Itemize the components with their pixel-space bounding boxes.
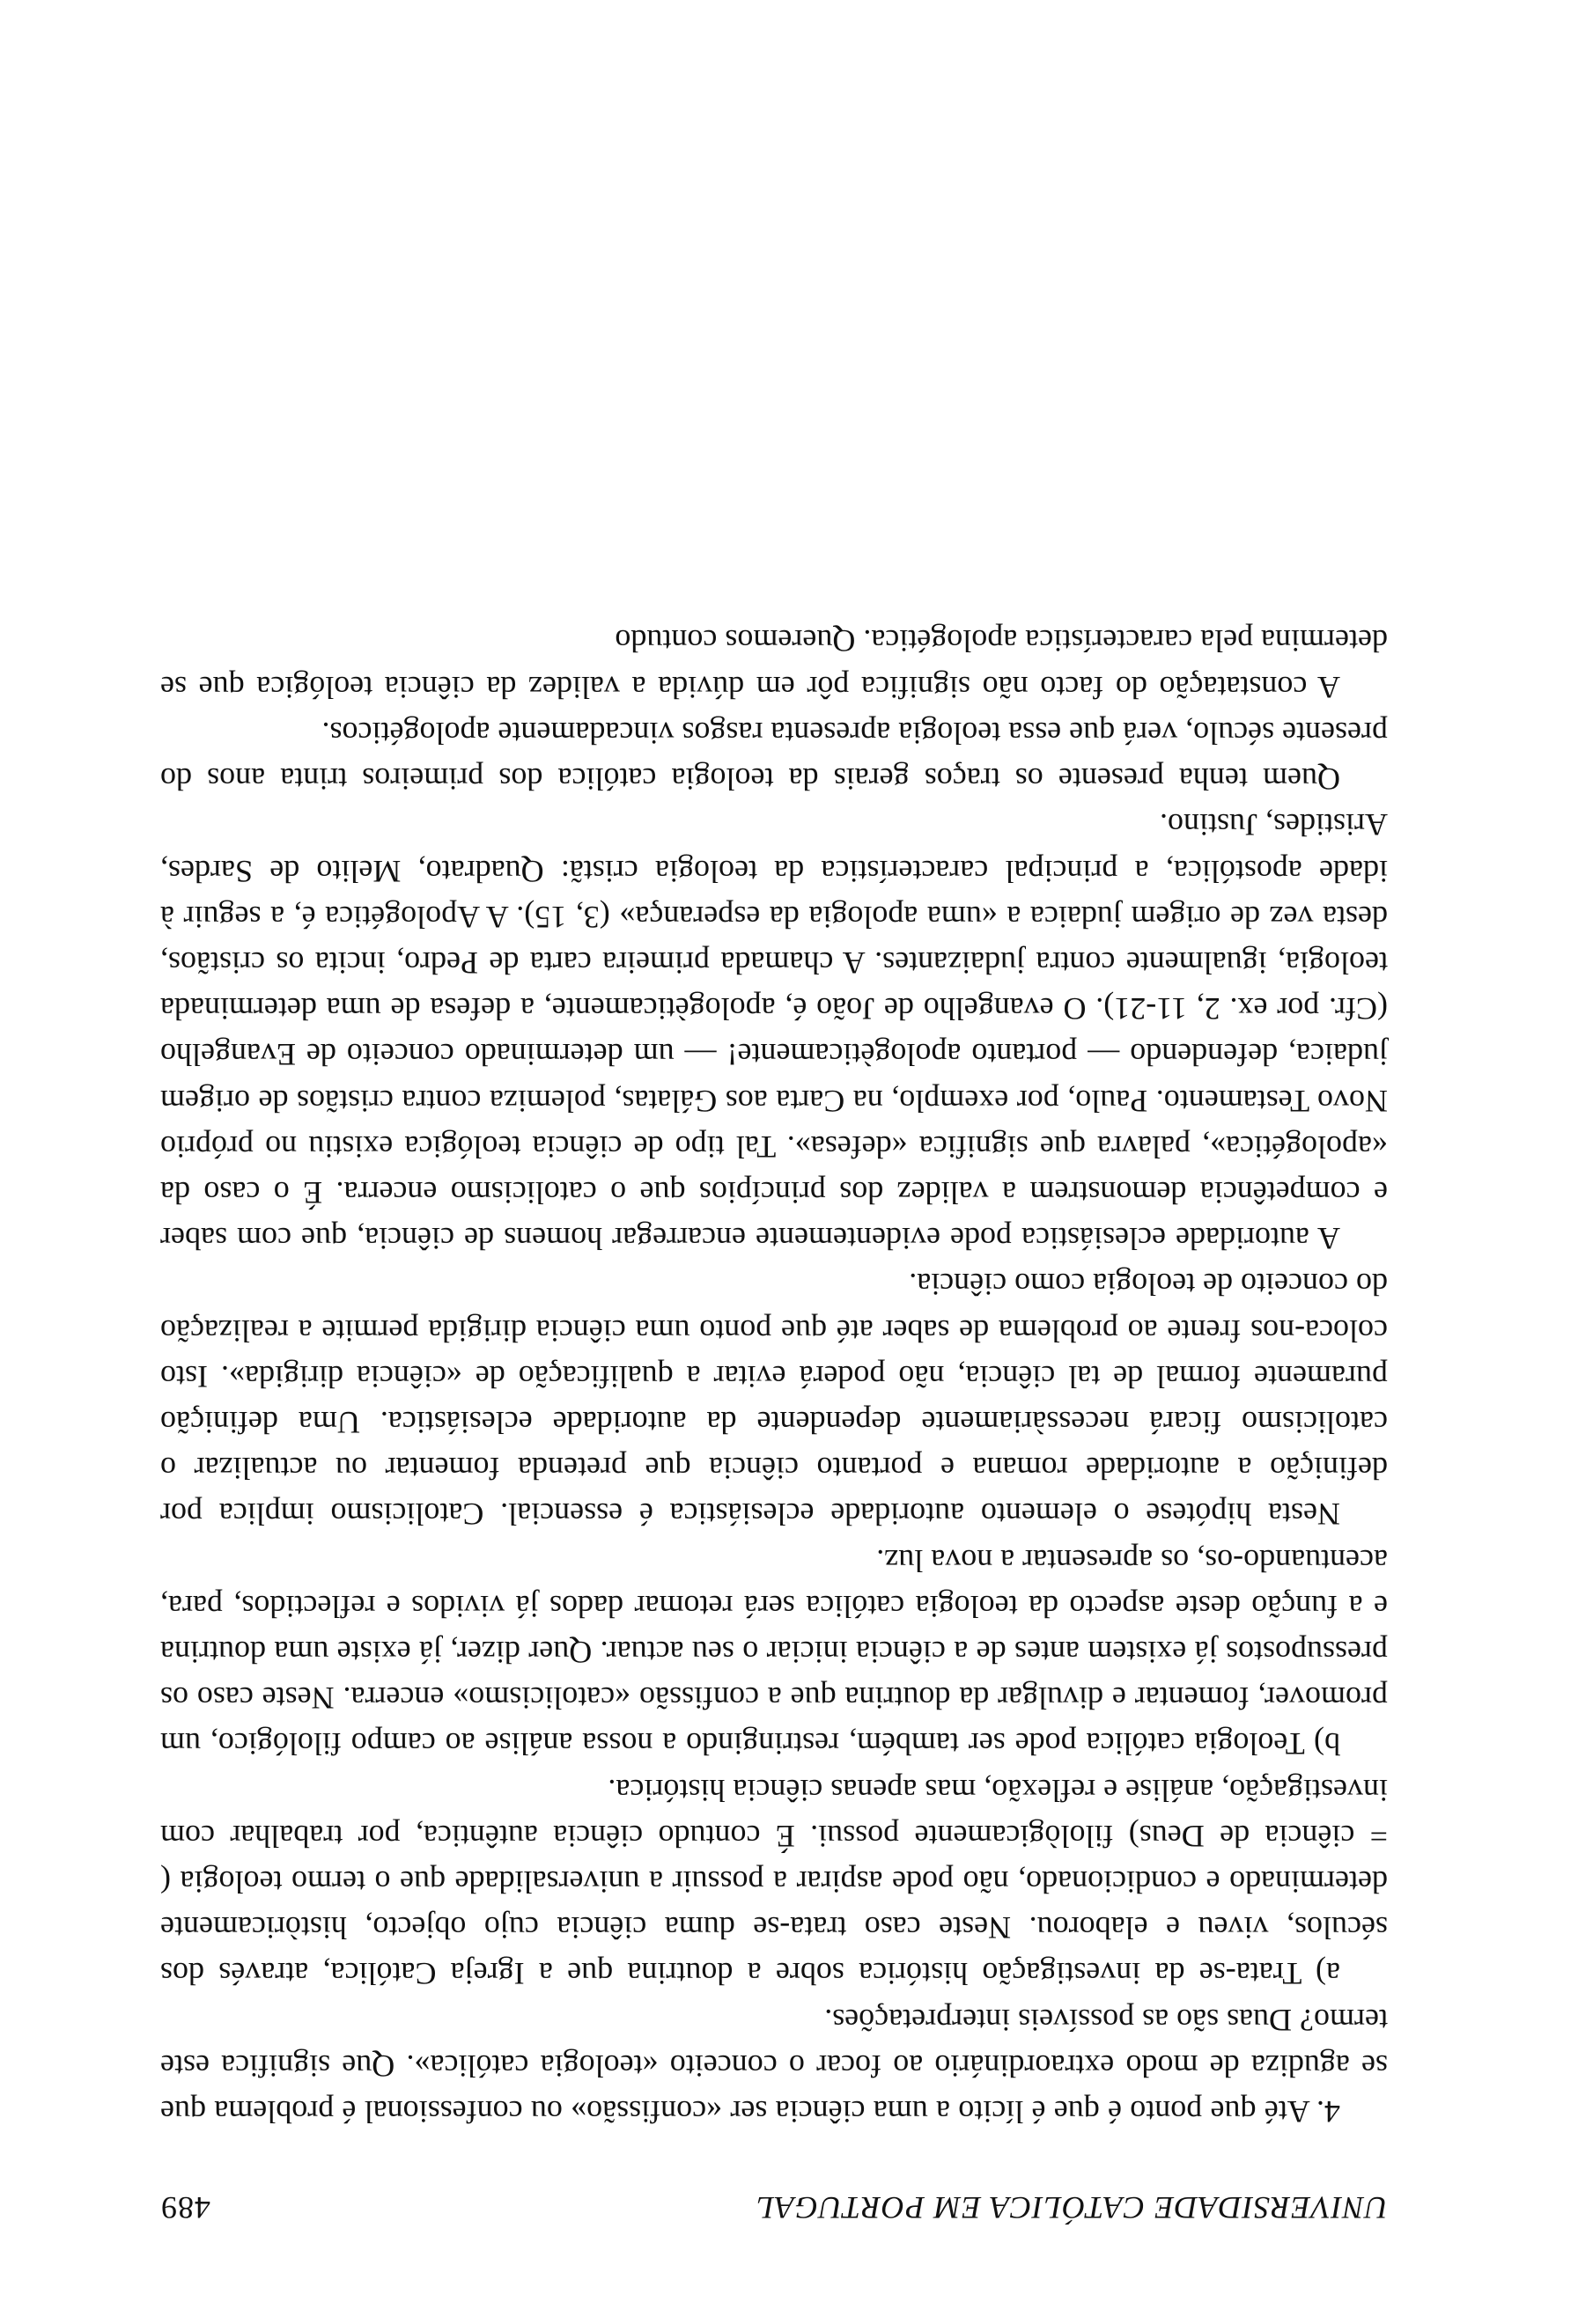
running-head: [160, 2189, 1388, 2226]
paragraph-item-a: a) Trata-se da investigação histórica sobre a doutrina que a Igreja Católica, através dos séculos, viveu e elaborou. Neste caso trata-se duma ciência cujo objecto, històricamente determinado e condicionado, não pode aspirar a possuir a universalidade que o termo teologia ( = ciência de Deus) filològicamente possui. É contudo ciência autêntica, por trabalhar com investigação, análise e reflexão, mas apenas ciência histórica.: [160, 1772, 1388, 1992]
paragraph-conclusion: A constatação do facto não significa pôr em dúvida a validez da ciência teológica que se determina pela característica apologética. Queremos contudo: [160, 623, 1388, 705]
paragraph-apologetics: A autoridade eclesiástica pode evidentemente encarregar homens de ciência, que com saber e competência demonstrem a validez dos princípios que o catolicismo encerra. É o caso da «apologética», palavra que significa «defesa». Tal tipo de ciência teológica existiu no próprio Novo Testamento. Paulo, por exemplo, na Carta aos Gálatas, polemiza contra cristãos de origem judaica, defendendo — portanto apologèticamente! — um determinado conceito de Evangelho (Cfr. por ex. 2, 11-21). O evangelho de João é, apologèticamente, a defesa de uma determinada teologia, igualmente contra judaizantes. A chamada primeira carta de Pedro, incita os cristãos, desta vez de origem judaica a «uma apologia da esperança» (3, 15). A Apologética é, a seguir à idade apostólica, a principal característica da teologia cristã: Quadrato, Melito de Sardes, Aristides, Justino.: [160, 807, 1388, 1257]
paragraph-section-4: 4. Até que ponto é que é lícito a uma ciência ser «confissão» ou confessional é problema que se agudiza de modo extraordinário ao focar o conceito «teologia católica». Que significa este termo? Duas são as possíveis interpretações.: [160, 2002, 1388, 2129]
running-title: UNIVERSIDADE CATÓLICA EM PORTUGAL: [756, 2190, 1388, 2225]
page-content: [160, 618, 1388, 2226]
paragraph-twentieth-century: Quem tenha presente os traços gerais da teologia católica dos primeiros trinta anos do presente século, verá que essa teologia apresenta rasgos vincadamente apologéticos.: [160, 715, 1388, 798]
paragraph-authority-hypothesis: Nesta hipótese o elemento autoridade eclesiástica é essencial. Catolicismo implica por definição a autoridade romana e portanto ciência que pretenda fomentar ou actualizar o catolicismo ficará necessàriamente dependente da autoridade eclesiástica. Uma definição puramente formal de tal ciência, não poderá evitar a qualificação de «ciência dirigida». Isto coloca-nos frente ao problema de saber até que ponto uma ciência dirigida permite a realização do conceito de teologia como ciência.: [160, 1267, 1388, 1533]
page-number: 489: [160, 2190, 210, 2225]
paragraph-item-b: b) Teologia católica pode ser também, restringindo a nossa análise ao campo filológico, um promover, fomentar e divulgar da doutrina que a confissão «catolicismo» encerra. Neste caso os pressupostos já existem antes de a ciência iniciar o seu actuar. Quer dizer, já existe uma doutrina e a função deste aspecto da teologia católica será retomar dados já vividos e reflectidos, para, acentuando-os, os apresentar a nova luz.: [160, 1542, 1388, 1762]
